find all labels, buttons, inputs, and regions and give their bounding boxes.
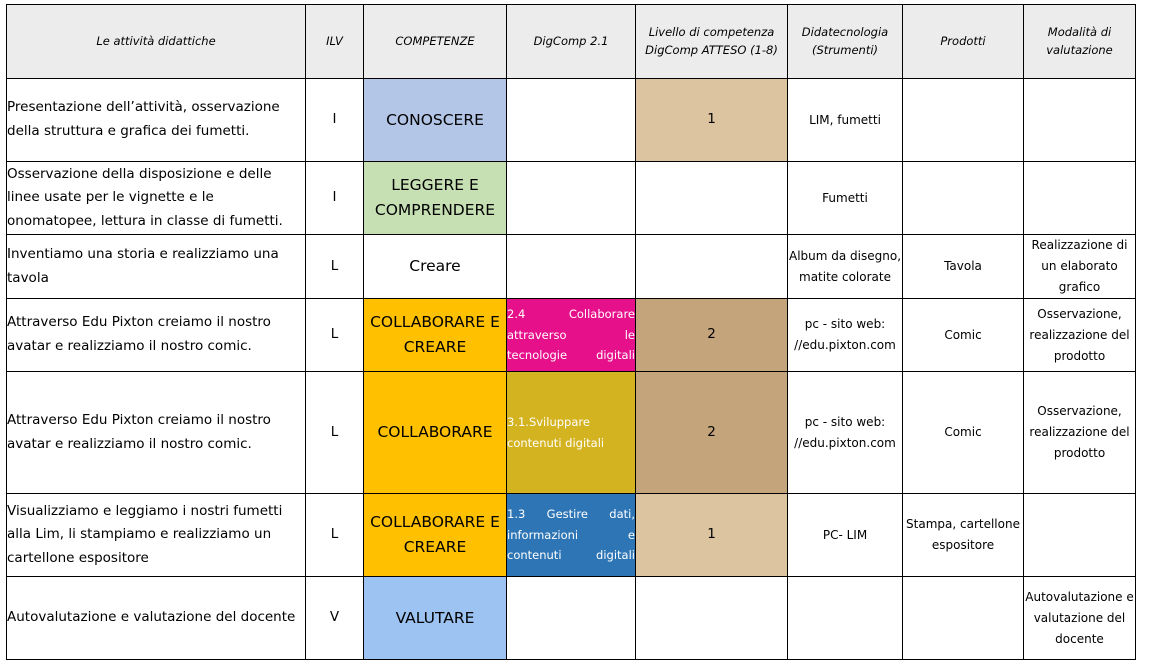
cell-ilv: I (306, 162, 364, 235)
cell-livello: 2 (636, 299, 788, 372)
cell-didatecnologia (788, 577, 903, 660)
cell-digcomp (507, 162, 636, 235)
cell-ilv: I (306, 79, 364, 162)
cell-competenze: COLLABORARE E CREARE (364, 494, 507, 577)
header-ilv: ILV (306, 5, 364, 79)
header-row (7, 5, 1136, 79)
cell-digcomp: 1.3 Gestire dati, informazioni e contenuti digitali (507, 494, 636, 577)
cell-livello: 2 (636, 372, 788, 494)
header-competenze: COMPETENZE (364, 5, 507, 79)
header-didatecnologia (788, 5, 903, 79)
cell-didatecnologia: PC- LIM (788, 494, 903, 577)
cell-ilv: L (306, 235, 364, 299)
header-prodotti: Prodotti (903, 5, 1024, 79)
table-row (7, 235, 1136, 299)
cell-attivita: Autovalutazione e valutazione del docente (7, 577, 306, 660)
cell-prodotti: Tavola (903, 235, 1024, 299)
cell-attivita: Attraverso Edu Pixton creiamo il nostro avatar e realizziamo il nostro comic. (7, 299, 306, 372)
cell-ilv: V (306, 577, 364, 660)
table-row (7, 494, 1136, 577)
cell-didatecnologia: Album da disegno, matite colorate (788, 235, 903, 299)
header-attivita: Le attività didattiche (7, 5, 306, 79)
cell-livello (636, 162, 788, 235)
cell-digcomp (507, 79, 636, 162)
cell-didatecnologia: LIM, fumetti (788, 79, 903, 162)
cell-didatecnologia: pc - sito web: //edu.pixton.com (788, 299, 903, 372)
activities-table (6, 4, 1136, 660)
cell-livello (636, 577, 788, 660)
cell-digcomp: 3.1.Sviluppare contenuti digitali (507, 372, 636, 494)
cell-competenze: COLLABORARE E CREARE (364, 299, 507, 372)
cell-didatecnologia: Fumetti (788, 162, 903, 235)
cell-competenze: LEGGERE E COMPRENDERE (364, 162, 507, 235)
cell-modalita: Realizzazione di un elaborato grafico (1024, 235, 1136, 299)
cell-attivita: Attraverso Edu Pixton creiamo il nostro avatar e realizziamo il nostro comic. (7, 372, 306, 494)
cell-prodotti: Stampa, cartellone espositore (903, 494, 1024, 577)
cell-attivita: Osservazione della disposizione e delle linee usate per le vignette e le onomatopee, lettura in classe di fumetti. (7, 162, 306, 235)
header-digcomp: DigComp 2.1 (507, 5, 636, 79)
cell-livello: 1 (636, 79, 788, 162)
cell-prodotti (903, 79, 1024, 162)
cell-ilv: L (306, 299, 364, 372)
header-livello (636, 5, 788, 79)
header-modalita (1024, 5, 1136, 79)
cell-digcomp (507, 577, 636, 660)
cell-digcomp (507, 235, 636, 299)
cell-prodotti (903, 162, 1024, 235)
header-livello-line1: Livello di competenza (648, 24, 775, 39)
cell-modalita (1024, 162, 1136, 235)
table-row (7, 79, 1136, 162)
cell-competenze: VALUTARE (364, 577, 507, 660)
header-didatecnologia-line2: (Strumenti) (811, 42, 879, 57)
cell-modalita (1024, 79, 1136, 162)
cell-modalita: Autovalutazione e valutazione del docente (1024, 577, 1136, 660)
cell-ilv: L (306, 372, 364, 494)
cell-livello: 1 (636, 494, 788, 577)
cell-attivita: Visualizziamo e leggiamo i nostri fumetti alla Lim, li stampiamo e realizziamo un cartellone espositore (7, 494, 306, 577)
cell-prodotti: Comic (903, 299, 1024, 372)
cell-attivita: Presentazione dell’attività, osservazione della struttura e grafica dei fumetti. (7, 79, 306, 162)
table-row (7, 372, 1136, 494)
header-modalita-line2: valutazione (1046, 42, 1113, 57)
table-row (7, 577, 1136, 660)
header-modalita-line1: Modalità di (1047, 24, 1112, 39)
table-row (7, 299, 1136, 372)
cell-didatecnologia: pc - sito web: //edu.pixton.com (788, 372, 903, 494)
cell-competenze: COLLABORARE (364, 372, 507, 494)
cell-modalita: Osservazione, realizzazione del prodotto (1024, 299, 1136, 372)
cell-modalita (1024, 494, 1136, 577)
cell-ilv: L (306, 494, 364, 577)
cell-prodotti: Comic (903, 372, 1024, 494)
cell-livello (636, 235, 788, 299)
header-livello-line2: DigComp ATTESO (1-8) (645, 42, 778, 57)
cell-digcomp: 2.4 Collaborare attraverso le tecnologie digitali (507, 299, 636, 372)
cell-attivita: Inventiamo una storia e realizziamo una tavola (7, 235, 306, 299)
cell-modalita: Osservazione, realizzazione del prodotto (1024, 372, 1136, 494)
header-didatecnologia-line1: Didatecnologia (801, 24, 889, 39)
cell-competenze: CONOSCERE (364, 79, 507, 162)
table-row (7, 162, 1136, 235)
cell-prodotti (903, 577, 1024, 660)
cell-competenze: Creare (364, 235, 507, 299)
